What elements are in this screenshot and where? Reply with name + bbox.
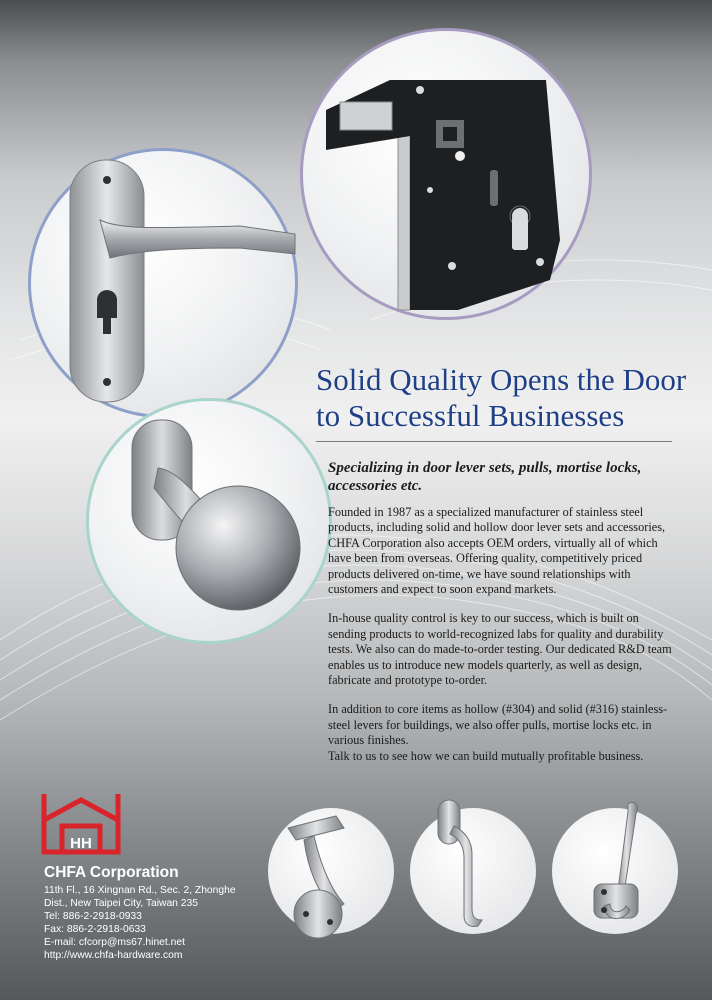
company-logo [40, 790, 122, 858]
body-paragraph-2: In-house quality control is key to our success, which is built on sending products to world-recognized labs for quality and durability tests. We also can do made-to-order testing. Our dedicated R&D team enables us to introduce new models quarterly, as well as design, fabricate and prototype to-order. [328, 611, 672, 688]
fax: Fax: 886-2-2918-0633 [44, 924, 146, 936]
lever-handle-image [60, 150, 320, 410]
headline-line-1: Solid Quality Opens the Door [316, 362, 687, 397]
body-text [328, 505, 680, 764]
knob-handle-image [118, 398, 318, 628]
contact-block [44, 884, 274, 963]
handrail-bracket-image [278, 810, 388, 940]
website: http://www.chfa-hardware.com [44, 950, 183, 962]
address-line-1: 11th Fl., 16 Xingnan Rd., Sec. 2, Zhonghe [44, 885, 236, 896]
headline-line-2: to Successful Businesses [316, 398, 625, 433]
body-paragraph-4: Talk to us to see how we can build mutually profitable business. [328, 748, 644, 763]
address-line-2: Dist., New Taipei City, Taiwan 235 [44, 898, 198, 910]
subheading: Specializing in door lever sets, pulls, mortise locks, accessories etc. [328, 460, 642, 494]
body-paragraph-3: In addition to core items as hollow (#304) and solid (#316) stainless-steel levers for buildings, we also offer pulls, mortise locks etc. in various finishes. [328, 702, 668, 748]
pull-handle-image [420, 798, 530, 938]
mortise-lock-image [320, 40, 570, 320]
headline [316, 362, 696, 434]
body-paragraph-1: Founded in 1987 as a specialized manufacturer of stainless steel products, including solid and hollow door lever sets and accessories, CHFA Corporation also accepts OEM orders, virtually all of which have been from overseas. Offering quality, competitively priced products delivered on-time, we have sound relationships with customers and expect to soon expand markets. [328, 505, 666, 597]
coat-hook-image [574, 796, 674, 936]
headline-divider [316, 441, 672, 442]
telephone: Tel: 886-2-2918-0933 [44, 911, 142, 923]
company-name: CHFA Corporation [44, 864, 179, 881]
logo-text: HH [70, 835, 92, 852]
email: E-mail: cfcorp@ms67.hinet.net [44, 937, 185, 949]
